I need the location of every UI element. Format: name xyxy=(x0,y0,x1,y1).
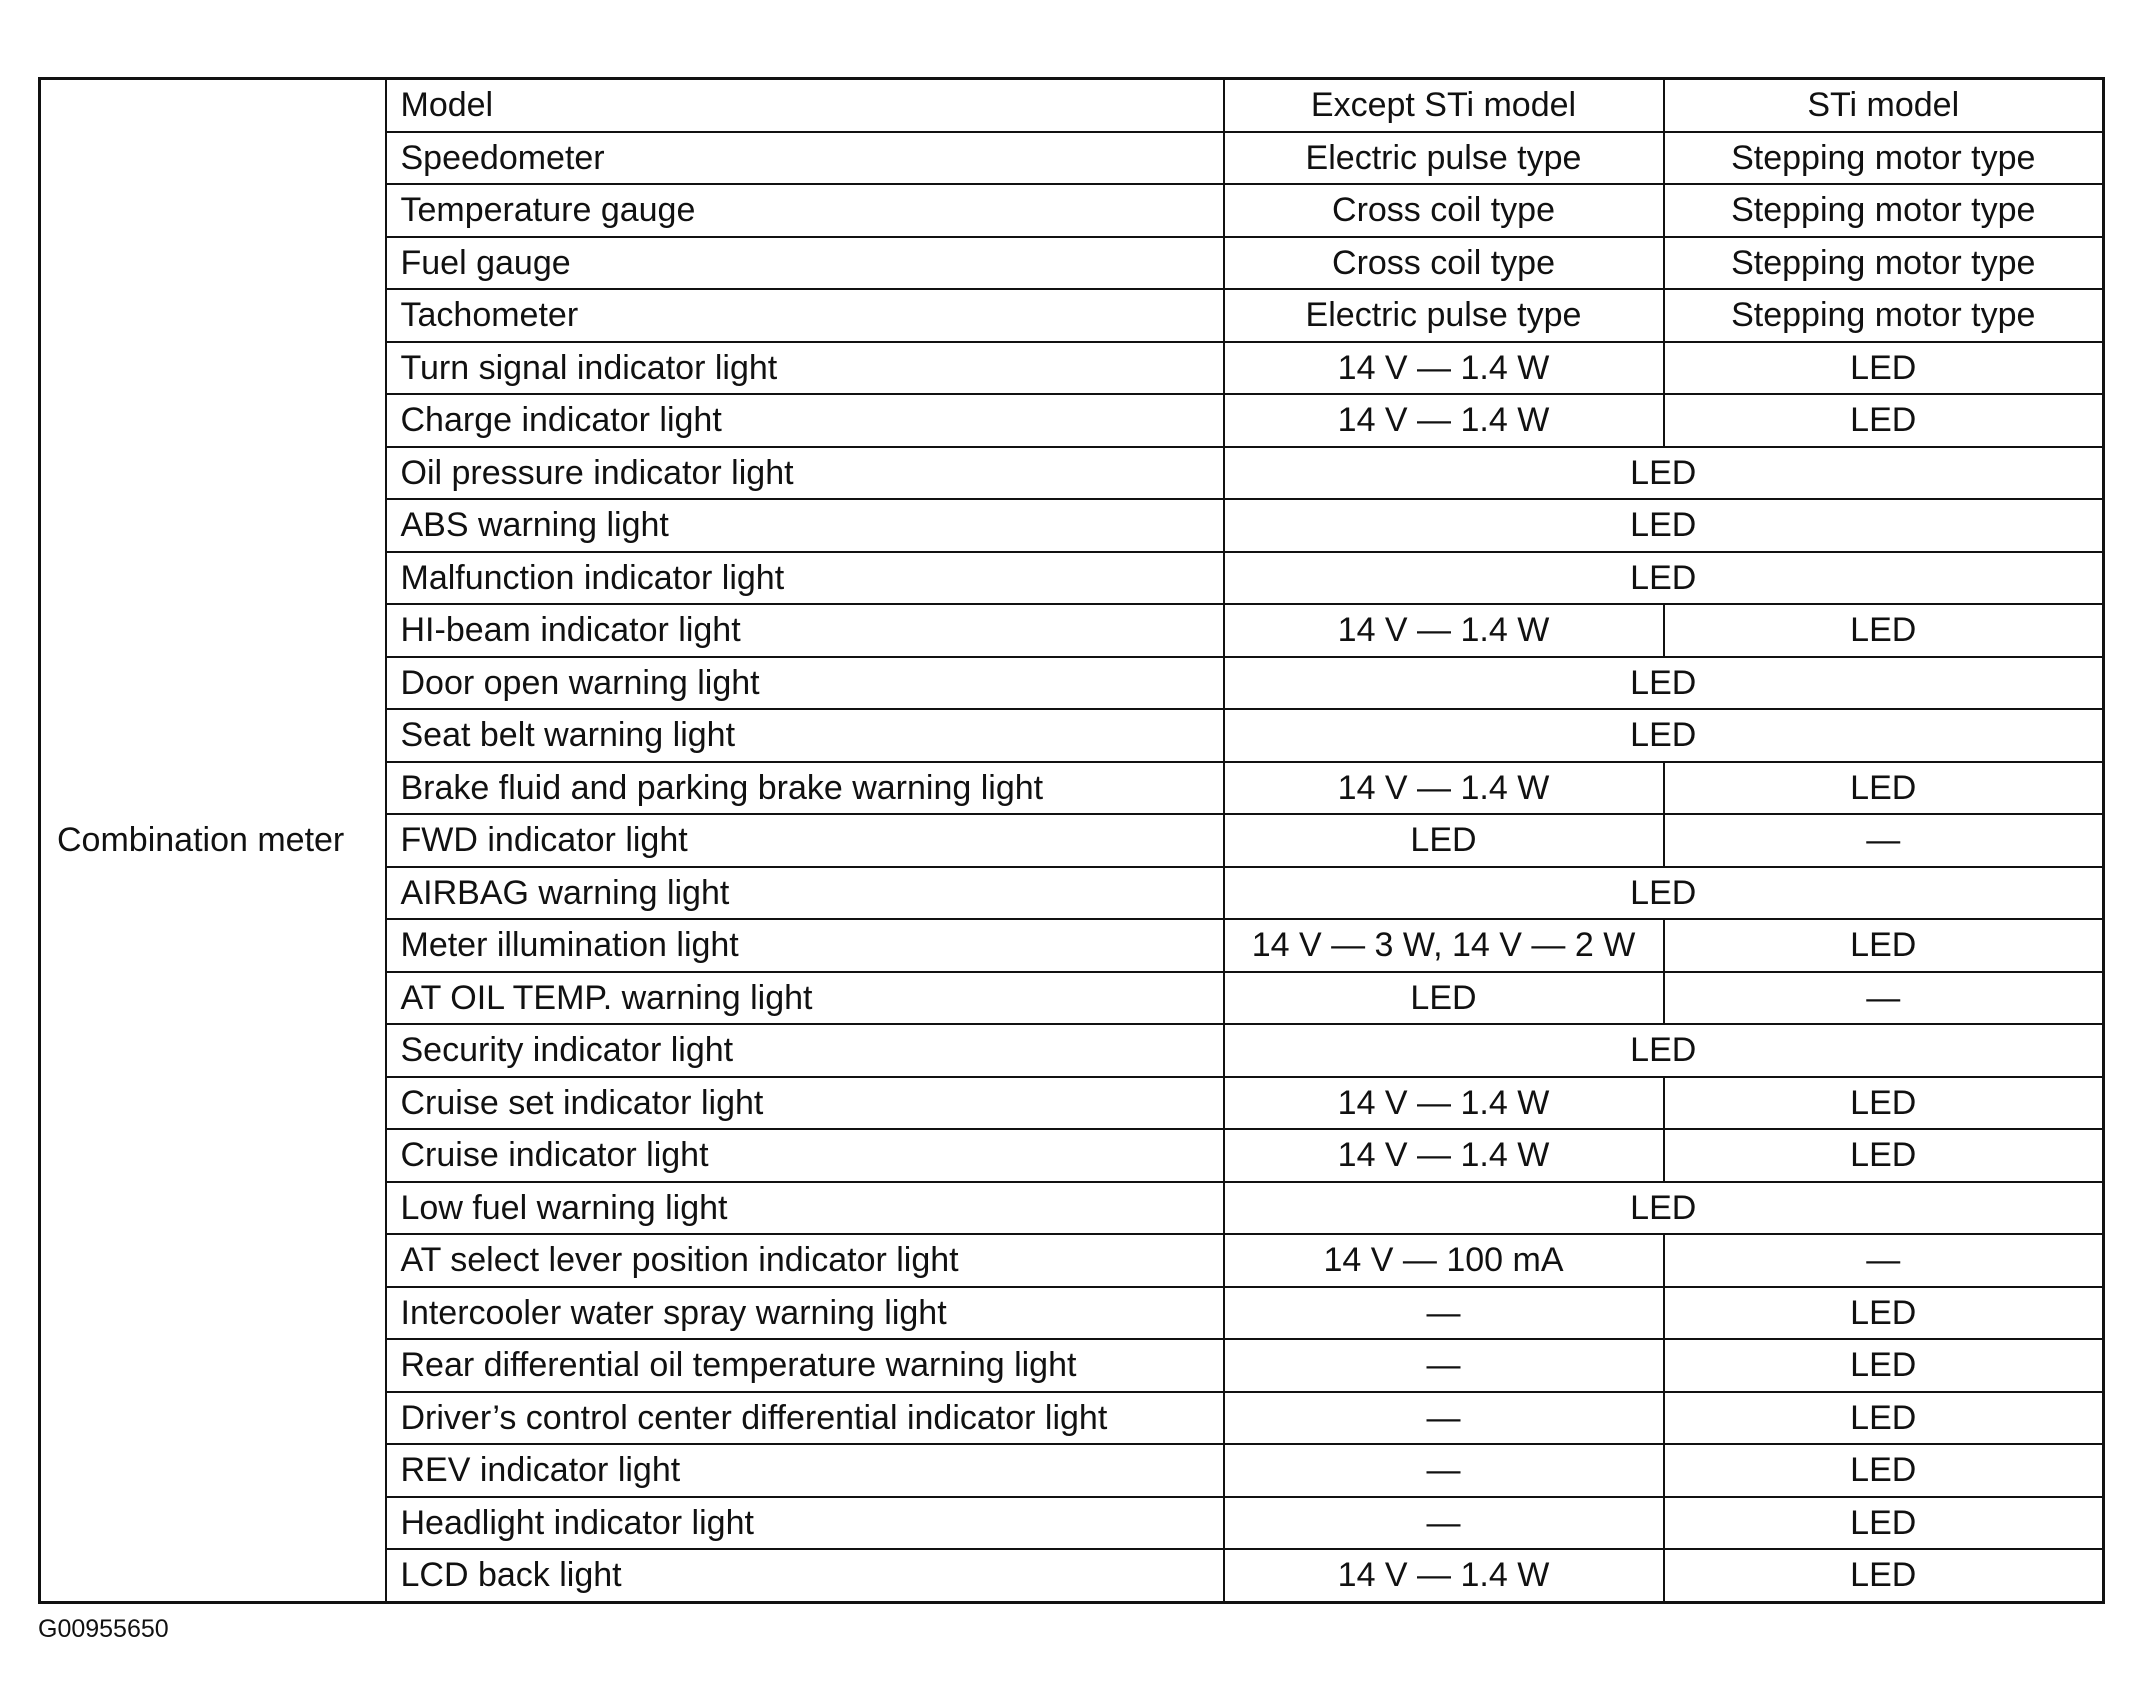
sti-cell: LED xyxy=(1664,604,2104,657)
item-cell: Security indicator light xyxy=(386,1024,1224,1077)
item-cell: Headlight indicator light xyxy=(386,1497,1224,1550)
sti-cell: LED xyxy=(1664,1129,2104,1182)
except-sti-cell: LED xyxy=(1224,814,1664,867)
item-cell: Charge indicator light xyxy=(386,394,1224,447)
both-models-cell: LED xyxy=(1224,447,2104,500)
sti-cell: LED xyxy=(1664,1549,2104,1602)
except-sti-cell: 14 V — 1.4 W xyxy=(1224,1129,1664,1182)
except-sti-cell: — xyxy=(1224,1287,1664,1340)
except-sti-cell: Cross coil type xyxy=(1224,237,1664,290)
sti-cell: LED xyxy=(1664,1392,2104,1445)
item-cell: Fuel gauge xyxy=(386,237,1224,290)
except-sti-cell: 14 V — 1.4 W xyxy=(1224,394,1664,447)
spec-table xyxy=(38,77,2105,1604)
except-sti-cell: 14 V — 100 mA xyxy=(1224,1234,1664,1287)
sti-cell: — xyxy=(1664,972,2104,1025)
sti-cell: LED xyxy=(1664,394,2104,447)
except-sti-cell: — xyxy=(1224,1339,1664,1392)
item-cell: Low fuel warning light xyxy=(386,1182,1224,1235)
except-sti-cell: Electric pulse type xyxy=(1224,289,1664,342)
item-cell: REV indicator light xyxy=(386,1444,1224,1497)
item-cell: Speedometer xyxy=(386,132,1224,185)
item-cell: Turn signal indicator light xyxy=(386,342,1224,395)
figure-id: G00955650 xyxy=(38,1615,169,1643)
item-cell: HI-beam indicator light xyxy=(386,604,1224,657)
header-except-sti-cell: Except STi model xyxy=(1224,79,1664,132)
except-sti-cell: LED xyxy=(1224,972,1664,1025)
item-cell: Malfunction indicator light xyxy=(386,552,1224,605)
item-cell: FWD indicator light xyxy=(386,814,1224,867)
sti-cell: LED xyxy=(1664,1339,2104,1392)
header-item-cell: Model xyxy=(386,79,1224,132)
except-sti-cell: 14 V — 1.4 W xyxy=(1224,762,1664,815)
sti-cell: Stepping motor type xyxy=(1664,237,2104,290)
item-cell: ABS warning light xyxy=(386,499,1224,552)
item-cell: LCD back light xyxy=(386,1549,1224,1602)
both-models-cell: LED xyxy=(1224,867,2104,920)
both-models-cell: LED xyxy=(1224,657,2104,710)
both-models-cell: LED xyxy=(1224,499,2104,552)
sti-cell: LED xyxy=(1664,1444,2104,1497)
except-sti-cell: 14 V — 1.4 W xyxy=(1224,1549,1664,1602)
sti-cell: Stepping motor type xyxy=(1664,289,2104,342)
sti-cell: LED xyxy=(1664,762,2104,815)
item-cell: Oil pressure indicator light xyxy=(386,447,1224,500)
except-sti-cell: Electric pulse type xyxy=(1224,132,1664,185)
group-label-cell: Combination meter xyxy=(40,79,386,1603)
sti-cell: — xyxy=(1664,814,2104,867)
except-sti-cell: — xyxy=(1224,1392,1664,1445)
item-cell: Intercooler water spray warning light xyxy=(386,1287,1224,1340)
item-cell: Door open warning light xyxy=(386,657,1224,710)
item-cell: Meter illumination light xyxy=(386,919,1224,972)
header-row xyxy=(40,79,2104,132)
sti-cell: LED xyxy=(1664,1287,2104,1340)
both-models-cell: LED xyxy=(1224,1024,2104,1077)
except-sti-cell: 14 V — 1.4 W xyxy=(1224,604,1664,657)
item-cell: Cruise indicator light xyxy=(386,1129,1224,1182)
spec-table-body xyxy=(40,79,2104,1603)
both-models-cell: LED xyxy=(1224,552,2104,605)
item-cell: Rear differential oil temperature warning light xyxy=(386,1339,1224,1392)
item-cell: Temperature gauge xyxy=(386,184,1224,237)
sti-cell: LED xyxy=(1664,1497,2104,1550)
item-cell: AIRBAG warning light xyxy=(386,867,1224,920)
except-sti-cell: Cross coil type xyxy=(1224,184,1664,237)
item-cell: Brake fluid and parking brake warning light xyxy=(386,762,1224,815)
sti-cell: — xyxy=(1664,1234,2104,1287)
both-models-cell: LED xyxy=(1224,709,2104,762)
item-cell: Cruise set indicator light xyxy=(386,1077,1224,1130)
item-cell: Seat belt warning light xyxy=(386,709,1224,762)
except-sti-cell: — xyxy=(1224,1497,1664,1550)
both-models-cell: LED xyxy=(1224,1182,2104,1235)
item-cell: AT select lever position indicator light xyxy=(386,1234,1224,1287)
sti-cell: Stepping motor type xyxy=(1664,184,2104,237)
item-cell: AT OIL TEMP. warning light xyxy=(386,972,1224,1025)
sti-cell: LED xyxy=(1664,1077,2104,1130)
header-sti-cell: STi model xyxy=(1664,79,2104,132)
sti-cell: Stepping motor type xyxy=(1664,132,2104,185)
sti-cell: LED xyxy=(1664,342,2104,395)
sti-cell: LED xyxy=(1664,919,2104,972)
item-cell: Driver’s control center differential indicator light xyxy=(386,1392,1224,1445)
except-sti-cell: 14 V — 3 W, 14 V — 2 W xyxy=(1224,919,1664,972)
except-sti-cell: — xyxy=(1224,1444,1664,1497)
except-sti-cell: 14 V — 1.4 W xyxy=(1224,1077,1664,1130)
except-sti-cell: 14 V — 1.4 W xyxy=(1224,342,1664,395)
item-cell: Tachometer xyxy=(386,289,1224,342)
